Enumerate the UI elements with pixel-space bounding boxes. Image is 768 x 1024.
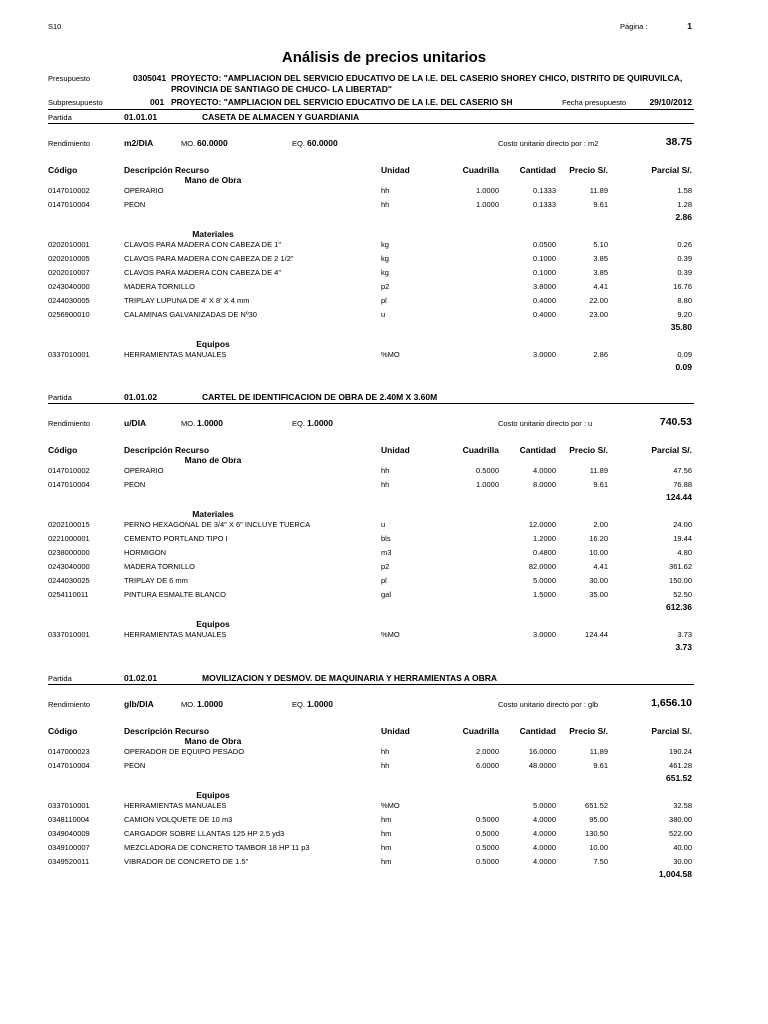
item-codigo: 0348110004 xyxy=(48,815,90,824)
partida-description: CARTEL DE IDENTIFICACION DE OBRA DE 2.40M X 3.60M xyxy=(202,392,438,402)
mo-label: MO. xyxy=(181,700,196,709)
item-codigo: 0243040000 xyxy=(48,562,90,571)
item-unidad: u xyxy=(381,310,386,319)
group-title: Equipos xyxy=(196,339,230,349)
item-cuadrilla: 0.5000 xyxy=(476,843,499,852)
item-precio: 11.89 xyxy=(589,466,608,475)
col-header-cuadrilla: Cuadrilla xyxy=(462,445,499,455)
item-parcial: 32.58 xyxy=(673,801,692,810)
item-cantidad: 4.0000 xyxy=(533,466,556,475)
item-unidad: bls xyxy=(381,534,391,543)
item-unidad: hm xyxy=(381,829,392,838)
col-header-descripcion: Descripción Recurso xyxy=(124,165,210,175)
item-unidad: pl xyxy=(381,576,387,585)
eq-label: EQ. xyxy=(292,700,305,709)
col-header-precio: Precio S/. xyxy=(569,726,608,736)
item-cantidad: 5.0000 xyxy=(533,801,556,810)
group-subtotal: 1,004.58 xyxy=(658,869,692,879)
item-cuadrilla: 0.5000 xyxy=(476,857,499,866)
item-unidad: hm xyxy=(381,815,392,824)
item-descripcion: TRIPLAY DE 6 mm xyxy=(124,576,188,585)
item-descripcion: CLAVOS PARA MADERA CON CABEZA DE 4" xyxy=(124,268,282,277)
item-unidad: hh xyxy=(381,761,390,770)
item-precio: 95.00 xyxy=(589,815,608,824)
item-parcial: 361.62 xyxy=(669,562,692,571)
item-parcial: 40.00 xyxy=(673,843,692,852)
item-cuadrilla: 1.0000 xyxy=(476,200,499,209)
mo-value: 1.0000 xyxy=(197,418,223,428)
item-parcial: 24.00 xyxy=(673,520,692,529)
item-descripcion: OPERADOR DE EQUIPO PESADO xyxy=(124,747,245,756)
group-subtotal: 2.86 xyxy=(675,212,692,222)
col-header-descripcion: Descripción Recurso xyxy=(124,726,210,736)
item-descripcion: PEON xyxy=(124,480,146,489)
item-codigo: 0349040009 xyxy=(48,829,90,838)
item-unidad: hh xyxy=(381,480,390,489)
item-descripcion: PERNO HEXAGONAL DE 3/4" X 6" INCLUYE TUERCA xyxy=(124,520,311,529)
item-descripcion: VIBRADOR DE CONCRETO DE 1.5" xyxy=(124,857,249,866)
col-header-cantidad: Cantidad xyxy=(519,445,556,455)
group-title: Equipos xyxy=(196,790,230,800)
item-precio: 3.85 xyxy=(593,254,608,263)
partida-code: 01.01.01 xyxy=(124,112,158,122)
item-codigo: 0337010001 xyxy=(48,801,90,810)
item-cuadrilla: 2.0000 xyxy=(476,747,499,756)
item-descripcion: HERRAMIENTAS MANUALES xyxy=(124,801,227,810)
col-header-parcial: Parcial S/. xyxy=(651,165,692,175)
item-descripcion: PEON xyxy=(124,761,146,770)
item-cuadrilla: 6.0000 xyxy=(476,761,499,770)
group-subtotal: 124.44 xyxy=(666,492,692,502)
subpresupuesto-code: 001 xyxy=(150,97,165,107)
item-parcial: 47.56 xyxy=(673,466,692,475)
item-cantidad: 3.8000 xyxy=(533,282,556,291)
item-unidad: gal xyxy=(381,590,392,599)
col-header-cantidad: Cantidad xyxy=(519,165,556,175)
item-descripcion: MADERA TORNILLO xyxy=(124,282,195,291)
item-precio: 4.41 xyxy=(593,282,608,291)
item-descripcion: HERRAMIENTAS MANUALES xyxy=(124,630,227,639)
item-codigo: 0147010004 xyxy=(48,761,90,770)
item-unidad: hh xyxy=(381,747,390,756)
col-header-codigo: Código xyxy=(48,726,78,736)
item-unidad: hm xyxy=(381,843,392,852)
item-cantidad: 0.1333 xyxy=(533,186,556,195)
item-codigo: 0337010001 xyxy=(48,630,90,639)
item-precio: 130.50 xyxy=(585,829,608,838)
group-subtotal: 651.52 xyxy=(666,773,692,783)
col-header-unidad: Unidad xyxy=(381,445,410,455)
item-precio: 5.10 xyxy=(593,240,608,249)
item-cantidad: 3.0000 xyxy=(533,630,556,639)
item-parcial: 30.00 xyxy=(673,857,692,866)
fecha-label: Fecha presupuesto xyxy=(562,98,627,107)
item-unidad: hm xyxy=(381,857,392,866)
item-cantidad: 4.0000 xyxy=(533,857,556,866)
item-codigo: 0202010001 xyxy=(48,240,90,249)
item-unidad: hh xyxy=(381,466,390,475)
item-unidad: hh xyxy=(381,200,390,209)
item-descripcion: PEON xyxy=(124,200,146,209)
item-parcial: 150.00 xyxy=(669,576,692,585)
item-precio: 16.20 xyxy=(589,534,608,543)
item-parcial: 1.28 xyxy=(677,200,692,209)
item-cantidad: 8.0000 xyxy=(533,480,556,489)
eq-value: 1.0000 xyxy=(307,418,333,428)
mo-value: 1.0000 xyxy=(197,699,223,709)
group-subtotal: 612.36 xyxy=(666,602,692,612)
rendimiento-label: Rendimiento xyxy=(48,139,91,148)
item-codigo: 0147010002 xyxy=(48,186,90,195)
item-codigo: 0221000001 xyxy=(48,534,90,543)
item-parcial: 0.09 xyxy=(677,350,692,359)
item-unidad: p2 xyxy=(381,282,390,291)
group-title: Materiales xyxy=(192,509,234,519)
item-descripcion: HERRAMIENTAS MANUALES xyxy=(124,350,227,359)
eq-value: 1.0000 xyxy=(307,699,333,709)
item-unidad: hh xyxy=(381,186,390,195)
item-precio: 124.44 xyxy=(585,630,608,639)
col-header-parcial: Parcial S/. xyxy=(651,445,692,455)
item-descripcion: CARGADOR SOBRE LLANTAS 125 HP 2.5 yd3 xyxy=(124,829,285,838)
item-cantidad: 4.0000 xyxy=(533,815,556,824)
item-cantidad: 0.1000 xyxy=(533,254,556,263)
item-precio: 10.00 xyxy=(589,843,608,852)
item-codigo: 0337010001 xyxy=(48,350,90,359)
page-label: Página : xyxy=(620,22,648,31)
item-cantidad: 48.0000 xyxy=(528,761,556,770)
col-header-unidad: Unidad xyxy=(381,165,410,175)
item-codigo: 0147010004 xyxy=(48,480,90,489)
col-header-cuadrilla: Cuadrilla xyxy=(462,165,499,175)
item-cantidad: 12.0000 xyxy=(528,520,556,529)
item-cantidad: 0.4800 xyxy=(533,548,556,557)
item-cantidad: 4.0000 xyxy=(533,829,556,838)
partida-divider xyxy=(48,123,694,124)
item-descripcion: OPERARIO xyxy=(124,186,164,195)
item-precio: 2.00 xyxy=(593,520,608,529)
item-cuadrilla: 0.5000 xyxy=(476,829,499,838)
col-header-parcial: Parcial S/. xyxy=(651,726,692,736)
col-header-precio: Precio S/. xyxy=(569,445,608,455)
col-header-cuadrilla: Cuadrilla xyxy=(462,726,499,736)
item-descripcion: CAMION VOLQUETE DE 10 m3 xyxy=(124,815,233,824)
item-codigo: 0202010005 xyxy=(48,254,90,263)
item-parcial: 522.00 xyxy=(669,829,692,838)
item-unidad: p2 xyxy=(381,562,390,571)
item-codigo: 0349100007 xyxy=(48,843,90,852)
item-parcial: 16.76 xyxy=(673,282,692,291)
item-cuadrilla: 0.5000 xyxy=(476,815,499,824)
mo-label: MO. xyxy=(181,139,196,148)
item-cuadrilla: 1.0000 xyxy=(476,480,499,489)
item-unidad: %MO xyxy=(381,801,400,810)
partida-code: 01.02.01 xyxy=(124,673,158,683)
item-codigo: 0202010007 xyxy=(48,268,90,277)
item-precio: 23.00 xyxy=(589,310,608,319)
item-parcial: 461.28 xyxy=(669,761,692,770)
item-cantidad: 0.4000 xyxy=(533,296,556,305)
group-title: Equipos xyxy=(196,619,230,629)
presupuesto-desc-line2: PROVINCIA DE SANTIAGO DE CHUCO- LA LIBERTAD" xyxy=(171,84,392,94)
item-precio: 35.00 xyxy=(589,590,608,599)
item-cuadrilla: 1.0000 xyxy=(476,186,499,195)
item-cantidad: 1.5000 xyxy=(533,590,556,599)
item-descripcion: OPERARIO xyxy=(124,466,164,475)
item-codigo: 0238000000 xyxy=(48,548,90,557)
item-parcial: 0.39 xyxy=(677,268,692,277)
item-descripcion: TRIPLAY LUPUNA DE 4' X 8' X 4 mm xyxy=(124,296,250,305)
group-subtotal: 0.09 xyxy=(675,362,692,372)
fecha-value: 29/10/2012 xyxy=(649,97,692,107)
item-cantidad: 4.0000 xyxy=(533,843,556,852)
item-precio: 9.61 xyxy=(593,200,608,209)
item-cantidad: 82.0000 xyxy=(528,562,556,571)
col-header-unidad: Unidad xyxy=(381,726,410,736)
item-unidad: pl xyxy=(381,296,387,305)
item-parcial: 4.80 xyxy=(677,548,692,557)
item-descripcion: CEMENTO PORTLAND TIPO I xyxy=(124,534,228,543)
item-descripcion: MADERA TORNILLO xyxy=(124,562,195,571)
partida-code: 01.01.02 xyxy=(124,392,158,402)
item-codigo: 0349520011 xyxy=(48,857,90,866)
item-codigo: 0147000023 xyxy=(48,747,90,756)
group-title: Mano de Obra xyxy=(184,175,242,185)
item-cantidad: 5.0000 xyxy=(533,576,556,585)
item-unidad: kg xyxy=(381,254,389,263)
item-unidad: kg xyxy=(381,268,389,277)
item-precio: 22.00 xyxy=(589,296,608,305)
col-header-cantidad: Cantidad xyxy=(519,726,556,736)
group-subtotal: 35.80 xyxy=(670,322,692,332)
item-parcial: 52.50 xyxy=(673,590,692,599)
rendimiento-label: Rendimiento xyxy=(48,419,91,428)
presupuesto-code: 0305041 xyxy=(133,73,167,83)
item-parcial: 19.44 xyxy=(673,534,692,543)
item-descripcion: CLAVOS PARA MADERA CON CABEZA DE 1" xyxy=(124,240,282,249)
item-cantidad: 3.0000 xyxy=(533,350,556,359)
col-header-codigo: Código xyxy=(48,165,78,175)
item-descripcion: HORMIGON xyxy=(124,548,167,557)
report-title: Análisis de precios unitarios xyxy=(281,49,487,66)
item-precio: 9.61 xyxy=(593,761,608,770)
item-unidad: u xyxy=(381,520,386,529)
page-number: 1 xyxy=(687,21,692,31)
item-parcial: 76.88 xyxy=(673,480,692,489)
item-parcial: 1.58 xyxy=(677,186,692,195)
item-unidad: %MO xyxy=(381,350,400,359)
partida-divider xyxy=(48,403,694,404)
item-codigo: 0147010002 xyxy=(48,466,90,475)
item-precio: 651.52 xyxy=(585,801,608,810)
item-descripcion: PINTURA ESMALTE BLANCO xyxy=(124,590,226,599)
header-divider xyxy=(48,109,694,110)
partida-divider xyxy=(48,684,694,685)
item-parcial: 380.00 xyxy=(669,815,692,824)
item-cantidad: 16.0000 xyxy=(528,747,556,756)
item-precio: 7.50 xyxy=(593,857,608,866)
subpresupuesto-desc: PROYECTO: "AMPLIACION DEL SERVICIO EDUCATIVO DE LA I.E. DEL CASERIO SH xyxy=(171,97,513,107)
eq-label: EQ. xyxy=(292,419,305,428)
item-precio: 11.89 xyxy=(589,747,608,756)
col-header-precio: Precio S/. xyxy=(569,165,608,175)
item-parcial: 8.80 xyxy=(677,296,692,305)
partida-label: Partida xyxy=(48,674,72,683)
item-parcial: 0.26 xyxy=(677,240,692,249)
item-codigo: 0244030025 xyxy=(48,576,90,585)
item-parcial: 0.39 xyxy=(677,254,692,263)
item-codigo: 0243040000 xyxy=(48,282,90,291)
item-cuadrilla: 0.5000 xyxy=(476,466,499,475)
rendimiento-label: Rendimiento xyxy=(48,700,91,709)
item-descripcion: CLAVOS PARA MADERA CON CABEZA DE 2 1/2" xyxy=(124,254,294,263)
item-precio: 10.00 xyxy=(589,548,608,557)
partida-description: MOVILIZACION Y DESMOV. DE MAQUINARIA Y HERRAMIENTAS A OBRA xyxy=(202,673,498,683)
presupuesto-desc-line1: PROYECTO: "AMPLIACION DEL SERVICIO EDUCATIVO DE LA I.E. DEL CASERIO SHOREY CHICO, DISTRITO DE QUIRUVILCA, xyxy=(171,73,683,83)
item-codigo: 0256900010 xyxy=(48,310,90,319)
partida-label: Partida xyxy=(48,113,72,122)
presupuesto-label: Presupuesto xyxy=(48,74,91,83)
eq-value: 60.0000 xyxy=(307,138,338,148)
item-cantidad: 0.4000 xyxy=(533,310,556,319)
item-precio: 2.86 xyxy=(593,350,608,359)
mo-value: 60.0000 xyxy=(197,138,228,148)
costo-unitario-value: 38.75 xyxy=(665,136,692,148)
col-header-codigo: Código xyxy=(48,445,78,455)
report-code: S10 xyxy=(48,22,62,31)
item-cantidad: 0.1000 xyxy=(533,268,556,277)
rendimiento-unit: m2/DIA xyxy=(124,138,154,148)
item-descripcion: MEZCLADORA DE CONCRETO TAMBOR 18 HP 11 p3 xyxy=(124,843,310,852)
item-parcial: 190.24 xyxy=(669,747,692,756)
item-precio: 3.85 xyxy=(593,268,608,277)
item-unidad: kg xyxy=(381,240,389,249)
item-parcial: 3.73 xyxy=(677,630,692,639)
costo-unitario-label: Costo unitario directo por : glb xyxy=(498,700,599,709)
group-title: Mano de Obra xyxy=(184,736,242,746)
subpresupuesto-label: Subpresupuesto xyxy=(48,98,103,107)
costo-unitario-label: Costo unitario directo por : u xyxy=(498,419,593,428)
item-unidad: %MO xyxy=(381,630,400,639)
item-unidad: m3 xyxy=(381,548,392,557)
item-precio: 30.00 xyxy=(589,576,608,585)
item-cantidad: 0.1333 xyxy=(533,200,556,209)
group-subtotal: 3.73 xyxy=(675,642,692,652)
item-cantidad: 0.0500 xyxy=(533,240,556,249)
rendimiento-unit: u/DIA xyxy=(124,418,147,428)
partida-description: CASETA DE ALMACEN Y GUARDIANIA xyxy=(202,112,360,122)
item-descripcion: CALAMINAS GALVANIZADAS DE Nº30 xyxy=(124,310,257,319)
item-codigo: 0254110011 xyxy=(48,590,89,599)
item-codigo: 0244030005 xyxy=(48,296,90,305)
item-precio: 9.61 xyxy=(593,480,608,489)
item-codigo: 0202100015 xyxy=(48,520,90,529)
eq-label: EQ. xyxy=(292,139,305,148)
mo-label: MO. xyxy=(181,419,196,428)
partida-label: Partida xyxy=(48,393,72,402)
col-header-descripcion: Descripción Recurso xyxy=(124,445,210,455)
item-codigo: 0147010004 xyxy=(48,200,90,209)
costo-unitario-label: Costo unitario directo por : m2 xyxy=(498,139,599,148)
costo-unitario-value: 1,656.10 xyxy=(651,697,692,709)
group-title: Mano de Obra xyxy=(184,455,242,465)
item-precio: 11.89 xyxy=(589,186,608,195)
group-title: Materiales xyxy=(192,229,234,239)
rendimiento-unit: glb/DIA xyxy=(124,699,154,709)
item-parcial: 9.20 xyxy=(677,310,692,319)
item-precio: 4.41 xyxy=(593,562,608,571)
item-cantidad: 1.2000 xyxy=(533,534,556,543)
costo-unitario-value: 740.53 xyxy=(659,416,692,428)
